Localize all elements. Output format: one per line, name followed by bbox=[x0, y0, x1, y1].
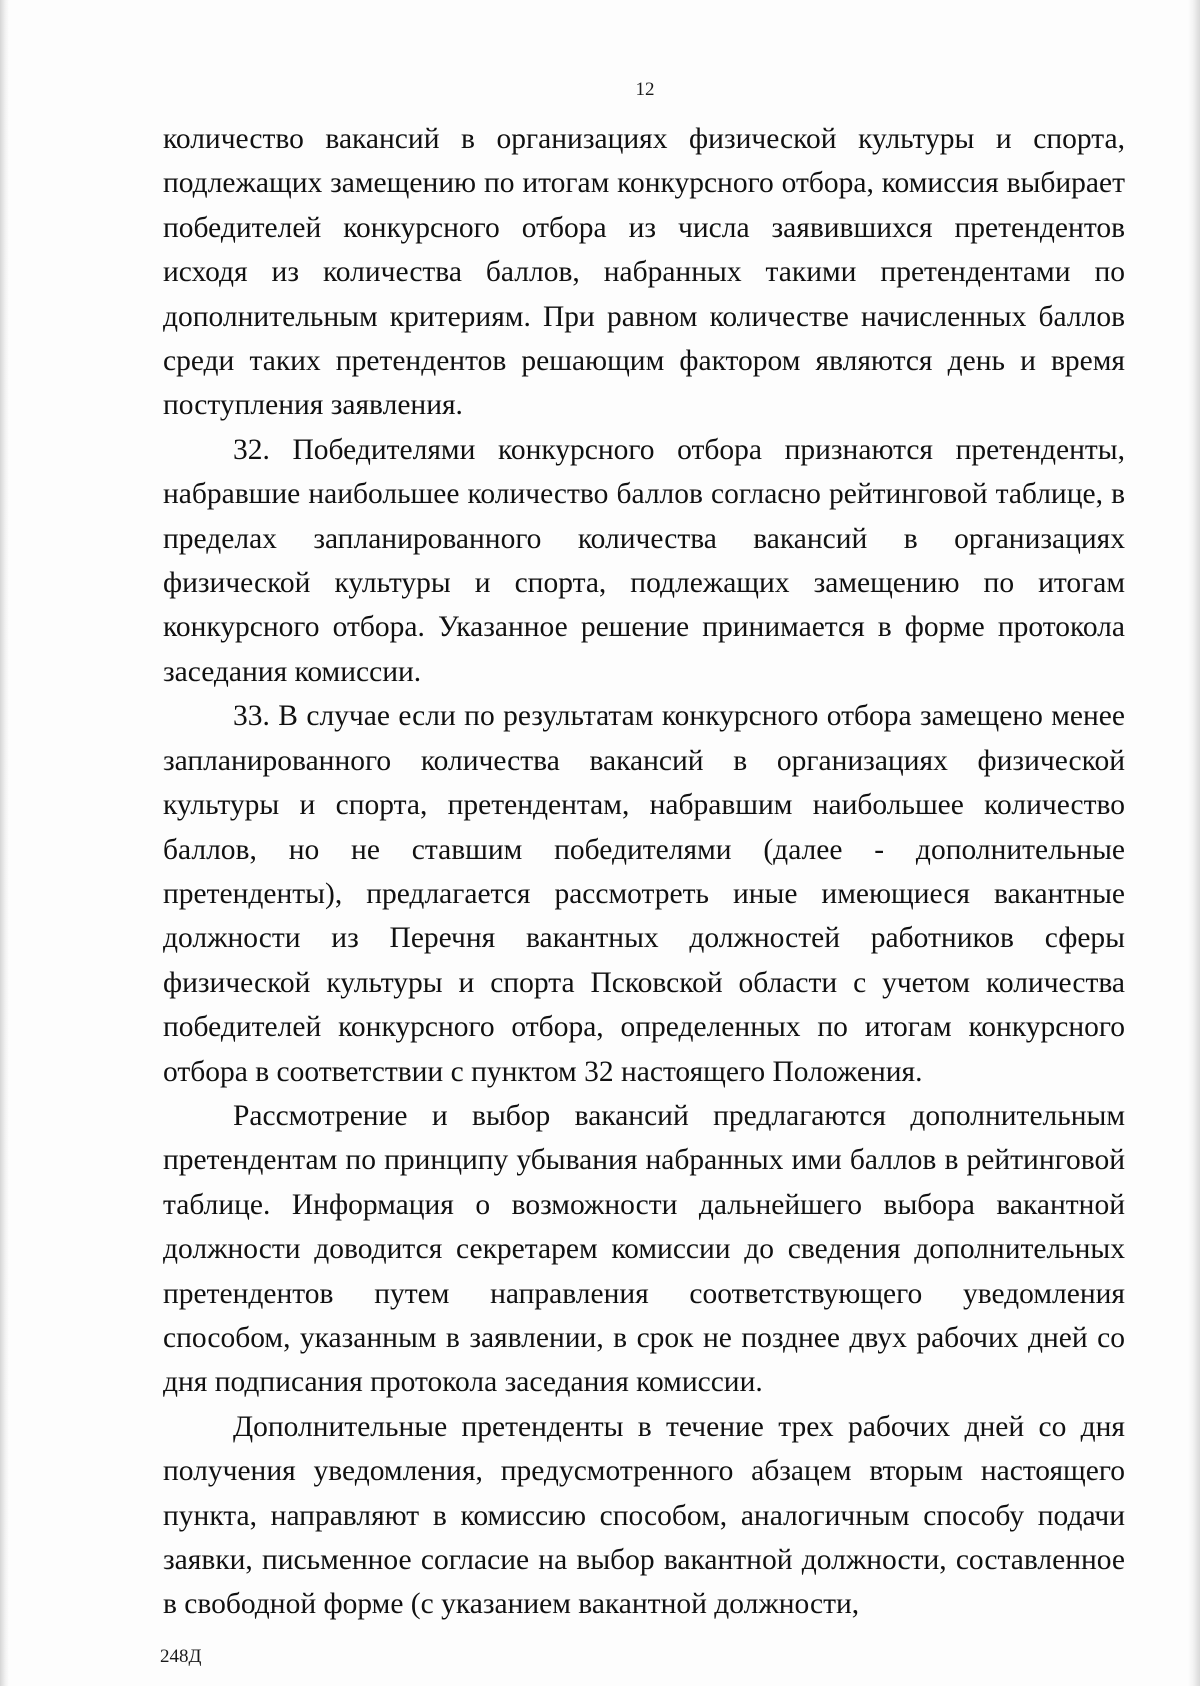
page-number: 12 bbox=[635, 79, 655, 100]
paragraph-item-33-part-3: Дополнительные претенденты в течение трех рабочих дней со дня получения уведомления, предусмотренного абзацем вторым настоящего пункта, направляют в комиссию способом, аналогичным способу подачи заявки, письменное согласие на выбор вакантной должности, составленное в свободной форме (с указанием вакантной должности, bbox=[163, 1410, 1125, 1621]
paragraph-continuation: количество вакансий в организациях физической культуры и спорта, подлежащих замещению по итогам конкурсного отбора, комиссия выбирает победителей конкурсного отбора из числа заявившихся претендентов исходя из количества баллов, набранных такими претендентами по дополнительным критериям. При равном количестве начисленных баллов среди таких претендентов решающим фактором являются день и время поступления заявления. bbox=[163, 123, 1125, 422]
footer-document-code: 248Д bbox=[160, 1646, 202, 1667]
document-body bbox=[163, 117, 1125, 1627]
scan-edge-right bbox=[1188, 0, 1200, 1686]
paragraph-item-33: 33. В случае если по результатам конкурсного отбора замещено менее запланированного количества вакансий в организациях физической культуры и спорта, претендентам, набравшим наибольшее количество баллов, но не ставшим победителями (далее - дополнительные претенденты), предлагается рассмотреть иные имеющиеся вакантные должности из Перечня вакантных должностей работников сферы физической культуры и спорта Псковской области с учетом количества победителей конкурсного отбора, определенных по итогам конкурсного отбора в соответствии с пунктом 32 настоящего Положения. bbox=[163, 700, 1125, 1088]
paragraph-item-33-part-2: Рассмотрение и выбор вакансий предлагаются дополнительным претендентам по принципу убывания набранных ими баллов в рейтинговой таблице. Информация о возможности дальнейшего выбора вакантной должности доводится секретарем комиссии до сведения дополнительных претендентов путем направления соответствующего уведомления способом, указанным в заявлении, в срок не позднее двух рабочих дней со дня подписания протокола заседания комиссии. bbox=[163, 1099, 1125, 1399]
paragraph-item-32: 32. Победителями конкурсного отбора признаются претенденты, набравшие наибольшее количество баллов согласно рейтинговой таблице, в пределах запланированного количества вакансий в организациях физической культуры и спорта, подлежащих замещению по итогам конкурсного отбора. Указанное решение принимается в форме протокола заседания комиссии. bbox=[163, 433, 1125, 688]
scan-edge-left bbox=[0, 0, 9, 1686]
